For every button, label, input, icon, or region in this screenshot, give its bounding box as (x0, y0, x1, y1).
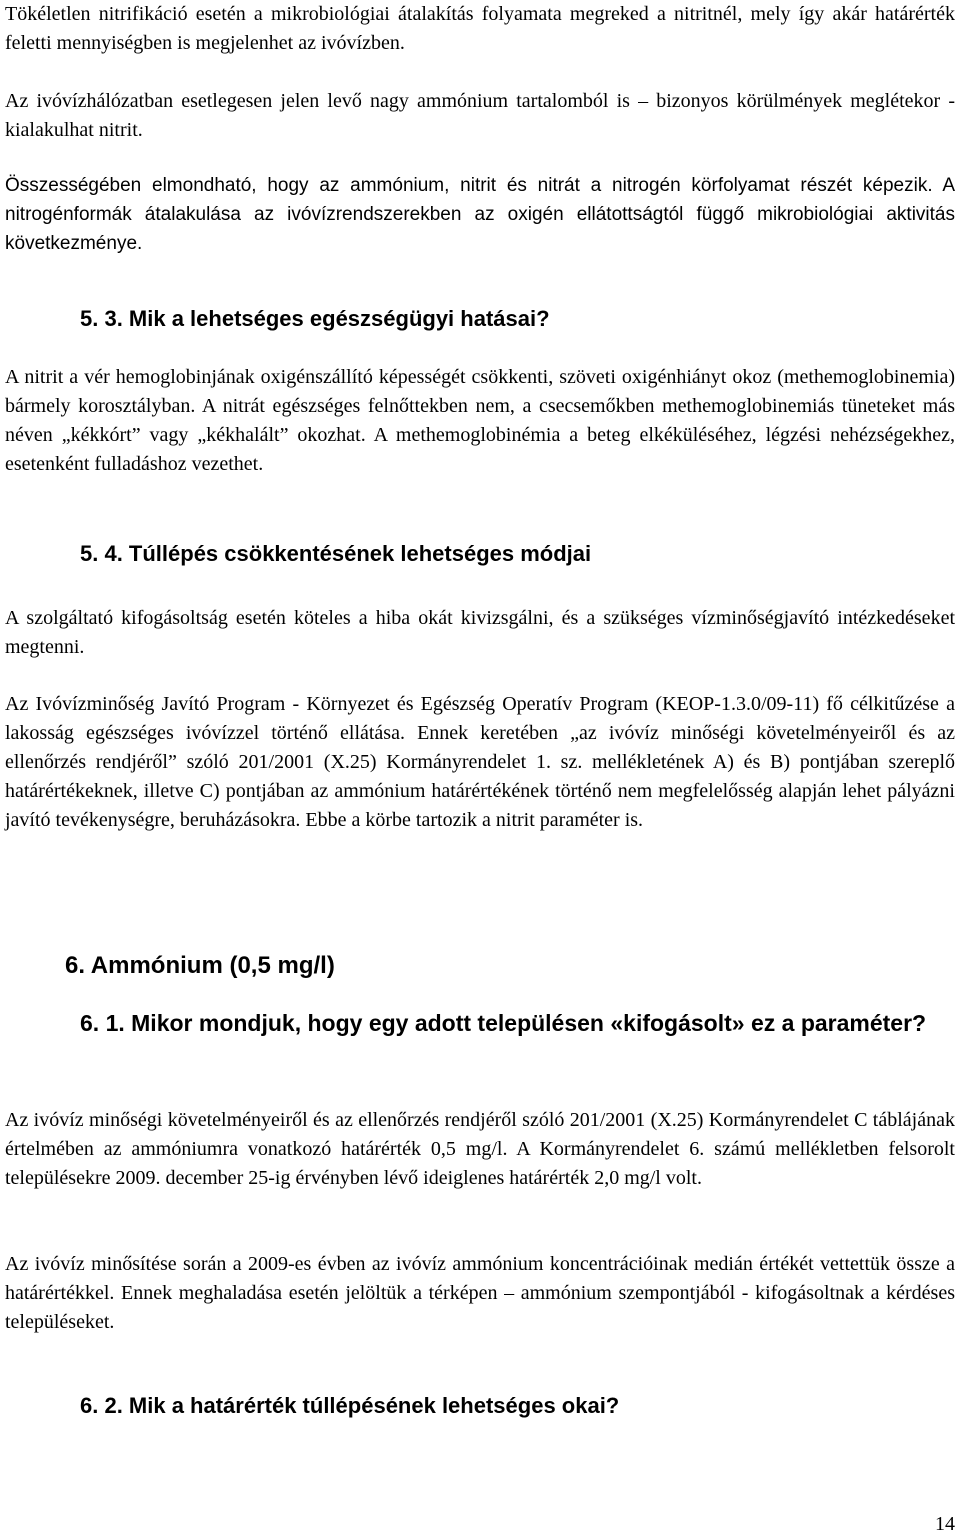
paragraph-ammonium-limit: Az ivóvíz minőségi követelményeiről és az ellenőrzés rendjéről szóló 201/2001 (X.25) Kormányrendelet C táblájának értelmében az ammóniumra vonatkozó határérték 0,5 mg/l. A Kormányrendelet 6. számú mellékletben felsorolt településekre 2009. december 25-ig érvényben lévő ideiglenes határérték 2,0 mg/l volt. (5, 1109, 955, 1189)
paragraph-health-effects: A nitrit a vér hemoglobinjának oxigénszállító képességét csökkenti, szöveti oxigénhiányt okoz (methemoglobinemia) bármely korosztályban. A nitrát egészséges felnőttekben nem, a csecsemőkben methemoglobinemiás tüneteket más néven „kékkórt” vagy „kékhalált” okozhat. A methemoglobinémia a beteg elkéküléséhez, légzési nehézségekhez, esetenként fulladáshoz vezethet. (5, 366, 955, 475)
paragraph-keop-program: Az Ivóvízminőség Javító Program - Környezet és Egészség Operatív Program (KEOP-1.3.0/09-11) fő célkitűzése a lakosság egészséges ivóvízzel történő ellátása. Ennek keretében „az ivóvíz minőségi követelményeiről és az ellenőrzés rendjéről” szóló 201/2001 (X.25) Kormányrendelet 1. sz. mellékletének A) és B) pontjában szereplő határértékeknek, illetve C) pontjában az ammónium határértékének történő nem megfelelősség alapján lehet pályázni javító tevékenységre, beruházásokra. Ebbe a körbe tartozik a nitrit paraméter is. (5, 693, 955, 831)
heading-exceedance-causes: 6. 2. Mik a határérték túllépésének lehetséges okai? (80, 1393, 620, 1418)
paragraph-nitrogen-cycle: Összességében elmondható, hogy az ammónium, nitrit és nitrát a nitrogén körfolyamat részét képezik. A nitrogénformák átalakulása az ivóvízrendszerekben az oxigén ellátottságtól függő mikrobiológiai aktivitás következménye. (5, 175, 955, 254)
paragraph-network-ammonium: Az ivóvízhálózatban esetlegesen jelen levő nagy ammónium tartalomból is – bizonyos körülmények meglétekor - kialakulhat nitrit. (5, 90, 955, 141)
heading-reduction-methods: 5. 4. Túllépés csökkentésének lehetséges módjai (80, 541, 592, 566)
heading-ammonium: 6. Ammónium (0,5 mg/l) (65, 952, 335, 979)
paragraph-nitrification: Tökéletlen nitrifikáció esetén a mikrobiológiai átalakítás folyamata megreked a nitritnél, mely így akár határérték feletti mennyiségben is megjelenhet az ivóvízben. (5, 3, 955, 54)
paragraph-ammonium-assessment: Az ivóvíz minősítése során a 2009-es évben az ivóvíz ammónium koncentrációinak medián értékét vettettük össze a határértékkel. Ennek meghaladása esetén jelöltük a térképen – ammónium szempontjából - kifogásoltnak a kérdéses településeket. (5, 1253, 955, 1333)
heading-when-objectionable: 6. 1. Mikor mondjuk, hogy egy adott településen «kifogásolt» ez a paraméter? (80, 1010, 927, 1036)
paragraph-provider-duty: A szolgáltató kifogásoltság esetén köteles a hiba okát kivizsgálni, és a szükséges vízminőségjavító intézkedéseket megtenni. (5, 607, 955, 658)
page-number: 14 (935, 1513, 955, 1535)
heading-health-effects: 5. 3. Mik a lehetséges egészségügyi hatásai? (80, 306, 550, 331)
